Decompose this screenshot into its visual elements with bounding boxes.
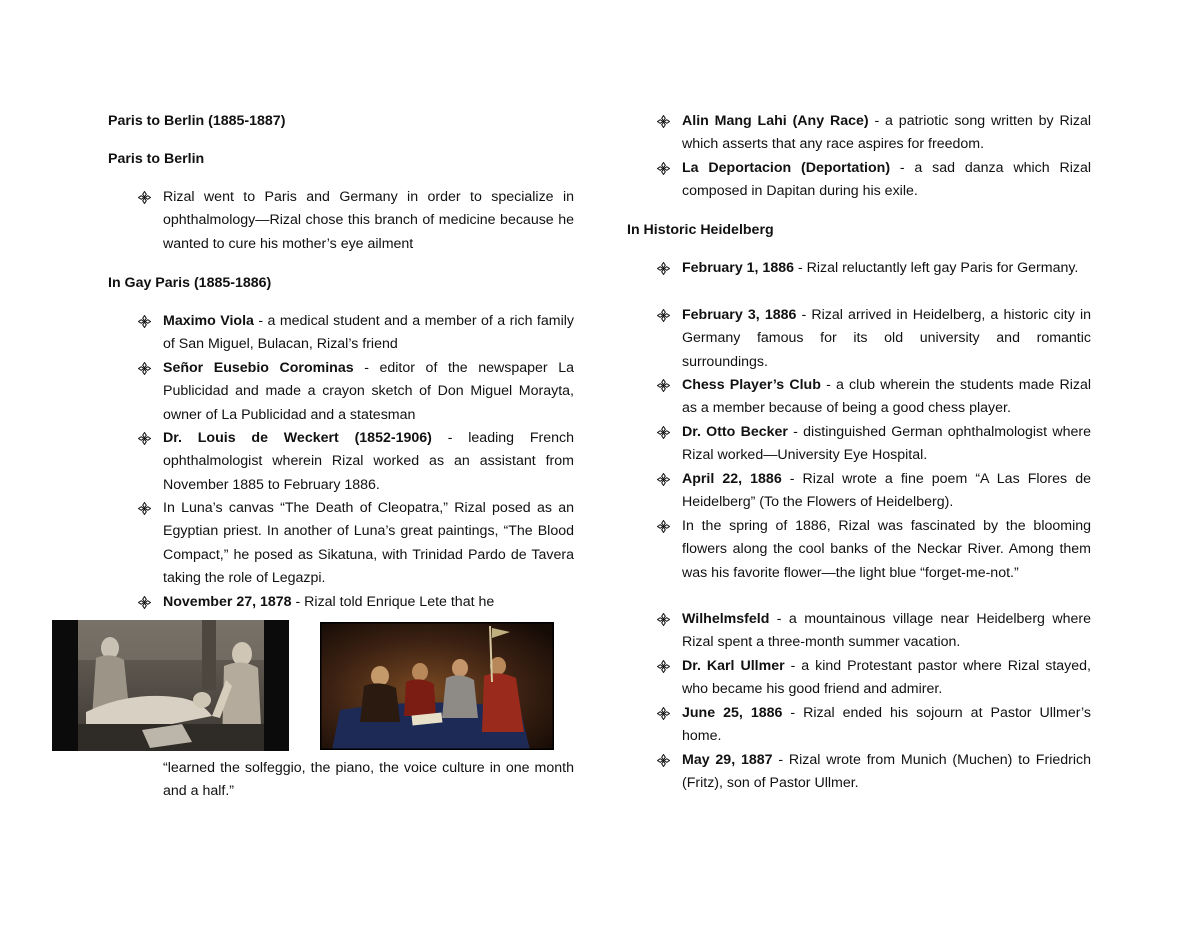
- diamond-bullet-icon: [657, 702, 671, 725]
- item-text: - a club wherein the students made Rizal as a member because of being a good chess player.: [682, 377, 1091, 417]
- item-term: Wilhelmsfeld: [682, 611, 770, 627]
- item-text: - Rizal ended his sojourn at Pastor Ullmer’s home.: [682, 705, 1091, 745]
- item-term: Señor Eusebio Corominas: [163, 360, 354, 376]
- item-text: Rizal went to Paris and Germany in order to specialize in ophthalmology—Rizal chose this branch of medicine because he wanted to cure his mother’s eye ailment: [163, 189, 574, 252]
- item-term: February 1, 1886: [682, 260, 794, 276]
- item-text: - a medical student and a member of a rich family of San Miguel, Bulacan, Rizal’s friend: [163, 313, 574, 353]
- list-item: [627, 374, 1091, 421]
- list-item-continuation: [108, 757, 574, 804]
- list-item: [627, 608, 1091, 655]
- diamond-bullet-icon: [657, 421, 671, 444]
- list-item: [627, 655, 1091, 702]
- list-item: [627, 515, 1091, 585]
- list-item: [627, 157, 1091, 204]
- diamond-bullet-icon: [657, 157, 671, 180]
- section-heading-gay-paris: In Gay Paris (1885-1886): [108, 275, 272, 291]
- list-item: [627, 702, 1091, 749]
- diamond-bullet-icon: [138, 310, 152, 333]
- list-item: [627, 110, 1091, 157]
- page-title: Paris to Berlin (1885-1887): [108, 113, 286, 129]
- item-term: May 29, 1887: [682, 752, 773, 768]
- item-term: Chess Player’s Club: [682, 377, 821, 393]
- list-item: [627, 468, 1091, 515]
- diamond-bullet-icon: [657, 608, 671, 631]
- section-heading-paris-to-berlin: Paris to Berlin: [108, 151, 205, 167]
- list-item: [108, 186, 574, 256]
- diamond-bullet-icon: [657, 468, 671, 491]
- list-item: [108, 357, 574, 427]
- item-text: - Rizal arrived in Heidelberg, a historic city in Germany famous for its old university and romantic surroundings.: [682, 307, 1091, 370]
- diamond-bullet-icon: [657, 515, 671, 538]
- diamond-bullet-icon: [657, 749, 671, 772]
- item-term: La Deportacion (Deportation): [682, 160, 891, 176]
- item-term: June 25, 1886: [682, 705, 783, 721]
- item-text: - a patriotic song written by Rizal which asserts that any race aspires for freedom.: [682, 113, 1091, 153]
- item-text: - editor of the newspaper La Publicidad and made a crayon sketch of Don Miguel Morayta, owner of La Publicidad and a statesman: [163, 360, 574, 423]
- diamond-bullet-icon: [657, 374, 671, 397]
- diamond-bullet-icon: [657, 304, 671, 327]
- item-term: Alin Mang Lahi (Any Race): [682, 113, 869, 129]
- item-text: “learned the solfeggio, the piano, the voice culture in one month and a half.”: [163, 760, 574, 800]
- diamond-bullet-icon: [657, 110, 671, 133]
- item-term: February 3, 1886: [682, 307, 797, 323]
- diamond-bullet-icon: [138, 497, 152, 520]
- section-heading-heidelberg: In Historic Heidelberg: [627, 222, 774, 238]
- blood-compact-painting: [320, 622, 554, 750]
- list-item: [627, 749, 1091, 796]
- diamond-bullet-icon: [657, 655, 671, 678]
- list-item: [108, 497, 574, 591]
- item-term: Maximo Viola: [163, 313, 254, 329]
- item-text: - Rizal told Enrique Lete that he: [291, 594, 495, 610]
- item-term: November 27, 1878: [163, 594, 292, 610]
- item-text: - Rizal reluctantly left gay Paris for Germany.: [794, 260, 1079, 276]
- item-text: - leading French ophthalmologist wherein Rizal worked as an assistant from November 1885 to February 1886.: [163, 430, 574, 493]
- list-item: [108, 310, 574, 357]
- diamond-bullet-icon: [657, 257, 671, 280]
- item-term: Dr. Karl Ullmer: [682, 658, 785, 674]
- death-of-cleopatra-painting: [52, 620, 289, 751]
- diamond-bullet-icon: [138, 427, 152, 450]
- diamond-bullet-icon: [138, 357, 152, 380]
- list-item: [627, 257, 1091, 280]
- diamond-bullet-icon: [138, 591, 152, 614]
- item-text: - a sad danza which Rizal composed in Dapitan during his exile.: [682, 160, 1091, 200]
- list-item: [627, 421, 1091, 468]
- item-text: - a kind Protestant pastor where Rizal stayed, who became his good friend and admirer.: [682, 658, 1091, 698]
- list-item: [627, 304, 1091, 374]
- item-term: Dr. Louis de Weckert (1852-1906): [163, 430, 432, 446]
- item-term: Dr. Otto Becker: [682, 424, 788, 440]
- item-text: - Rizal wrote from Munich (Muchen) to Friedrich (Fritz), son of Pastor Ullmer.: [682, 752, 1091, 792]
- item-text: - distinguished German ophthalmologist where Rizal worked—University Eye Hospital.: [682, 424, 1091, 464]
- item-text: - Rizal wrote a fine poem “A Las Flores de Heidelberg” (To the Flowers of Heidelberg).: [682, 471, 1091, 511]
- item-term: April 22, 1886: [682, 471, 782, 487]
- item-text: In Luna’s canvas “The Death of Cleopatra,” Rizal posed as an Egyptian priest. In another of Luna’s great paintings, “The Blood Compact,” he posed as Sikatuna, with Trinidad Pardo de Tavera taking the role of Legazpi.: [163, 500, 574, 587]
- diamond-bullet-icon: [138, 186, 152, 209]
- list-item: [108, 591, 574, 614]
- item-text: - a mountainous village near Heidelberg where Rizal spent a three-month summer vacation.: [682, 611, 1091, 651]
- list-item: [108, 427, 574, 497]
- item-text: In the spring of 1886, Rizal was fascinated by the blooming flowers along the cool banks of the Neckar River. Among them was his favorite flower—the light blue “forget-me-not.”: [682, 518, 1091, 581]
